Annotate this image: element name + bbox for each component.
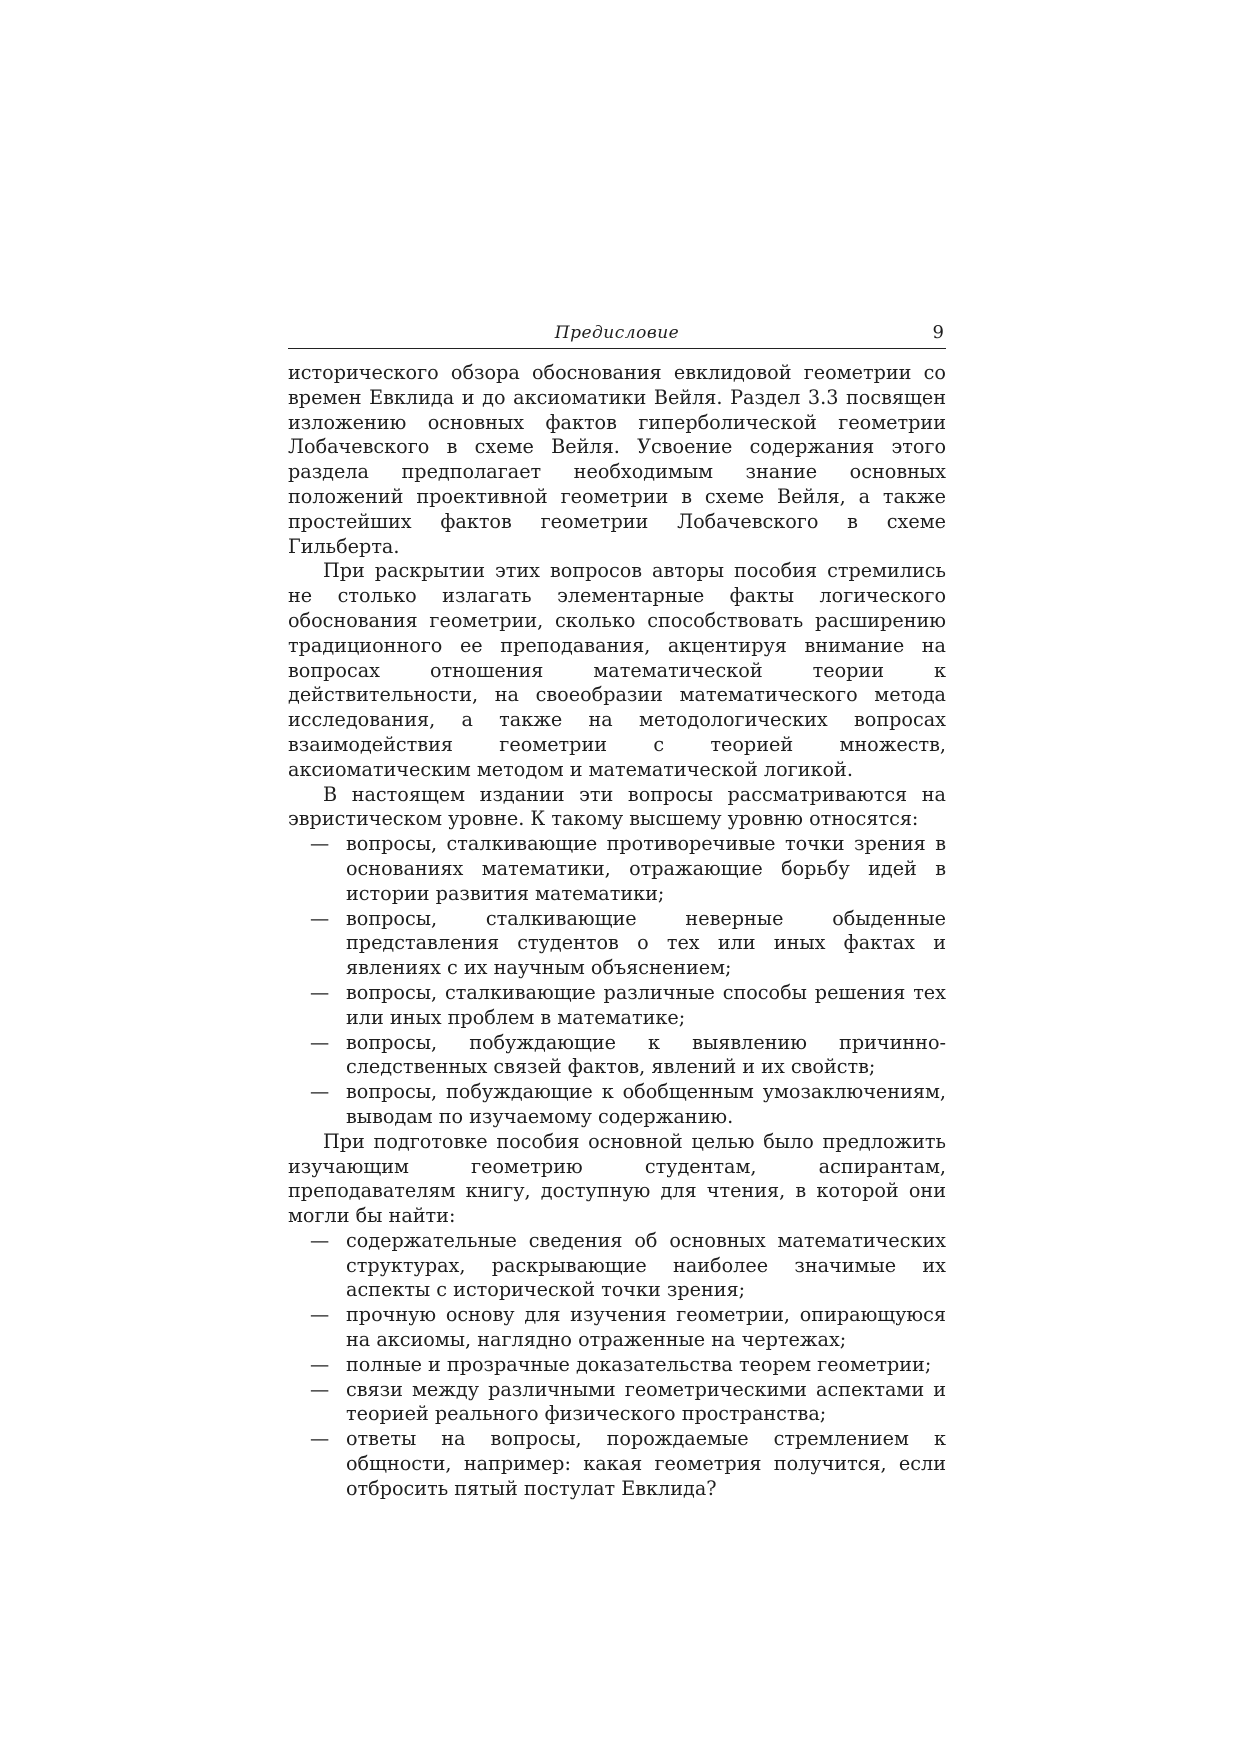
list-item (288, 832, 946, 906)
dash-bullet: — (310, 1030, 330, 1054)
dash-bullet: — (310, 1427, 330, 1451)
page-content (288, 320, 946, 1502)
list-item (288, 1080, 946, 1130)
page-number: 9 (932, 322, 944, 343)
list-item (288, 981, 946, 1031)
paragraph: При подготовке пособия основной целью было предложить изучающим геометрию студентам, аспирантам, преподавателям книгу, доступную для чтения, в которой они могли бы найти: (288, 1129, 946, 1228)
body-text (288, 361, 946, 1502)
list-item-text: вопросы, сталкивающие различные способы решения тех или иных проблем в математике; (346, 980, 946, 1029)
running-header (288, 320, 946, 349)
dash-bullet: — (310, 980, 330, 1004)
list-item-text: содержательные сведения об основных математических структурах, раскрывающие наиболее значимые их аспекты с исторической точки зрения; (346, 1228, 946, 1302)
dash-list (288, 1229, 946, 1502)
dash-bullet: — (310, 1228, 330, 1252)
list-item-text: ответы на вопросы, порождаемые стремлением к общности, например: какая геометрия получится, если отбросить пятый постулат Евклида? (346, 1427, 946, 1500)
dash-list (288, 832, 946, 1130)
dash-bullet: — (310, 1377, 330, 1401)
list-item-text: вопросы, побуждающие к выявлению причинно-следственных связей фактов, явлений и их свойств; (346, 1030, 946, 1079)
list-item-text: полные и прозрачные доказательства теорем геометрии; (346, 1352, 932, 1376)
list-item-text: вопросы, сталкивающие противоречивые точки зрения в основаниях математики, отражающие борьбу идей в истории развития математики; (346, 832, 946, 905)
list-item (288, 1378, 946, 1428)
list-item-text: вопросы, побуждающие к обобщенным умозаключениям, выводам по изучаемому содержанию. (346, 1080, 946, 1128)
list-item-text: вопросы, сталкивающие неверные обыденные представления студентов о тех или иных фактах и явлениях с их научным объяснением; (346, 906, 946, 980)
list-item (288, 1229, 946, 1303)
list-item (288, 1427, 946, 1501)
list-item (288, 1303, 946, 1353)
list-item (288, 1031, 946, 1081)
dash-bullet: — (310, 1080, 330, 1104)
dash-bullet: — (310, 832, 330, 856)
list-item-text: прочную основу для изучения геометрии, опирающуюся на аксиомы, наглядно отраженные на чертежах; (346, 1303, 946, 1352)
paragraph: При раскрытии этих вопросов авторы пособия стремились не столько излагать элементарные факты логического обоснования геометрии, сколько способствовать расширению традиционного ее преподавания, акцентируя внимание на вопросах отношения математической теории к действительности, на своеобразии математического метода исследования, а также на методологических вопросах взаимодействия геометрии с теорией множеств, аксиоматическим методом и математической логикой. (288, 559, 946, 781)
running-title: Предисловие (554, 323, 680, 343)
list-item (288, 907, 946, 981)
list-item-text: связи между различными геометрическими аспектами и теорией реального физического пространства; (346, 1377, 946, 1426)
dash-bullet: — (310, 1352, 330, 1376)
dash-bullet: — (310, 906, 330, 930)
paragraph: исторического обзора обоснования евклидовой геометрии со времен Евклида и до аксиоматики Вейля. Раздел 3.3 посвящен изложению основных фактов гиперболической геометрии Лобачевского в схеме Вейля. Усвоение содержания этого раздела предполагает необходимым знание основных положений проективной геометрии в схеме Вейля, а также простейших фактов геометрии Лобачевского в схеме Гильберта. (288, 361, 946, 558)
dash-bullet: — (310, 1303, 330, 1327)
paragraph: В настоящем издании эти вопросы рассматриваются на эвристическом уровне. К такому высшему уровню относятся: (288, 782, 946, 831)
list-item (288, 1353, 946, 1378)
